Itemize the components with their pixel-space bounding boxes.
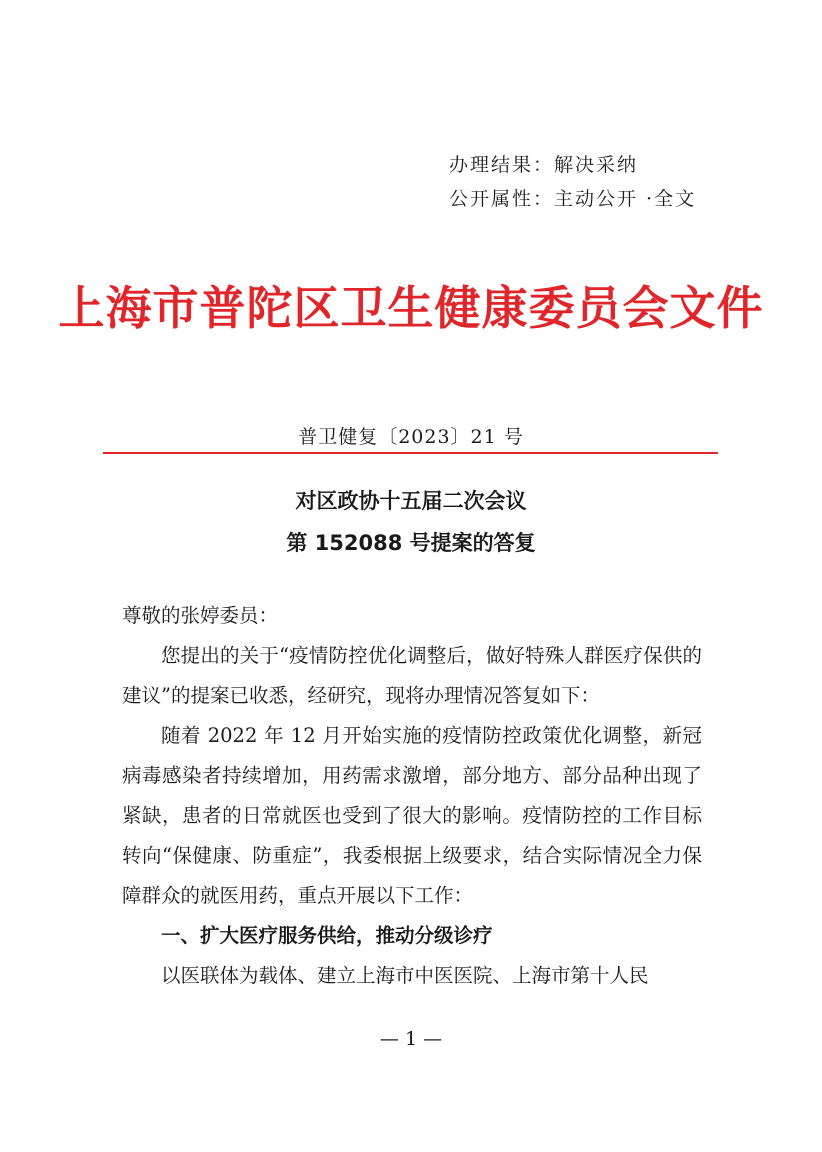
paragraph-1: 您提出的关于“疫情防控优化调整后，做好特殊人群医疗保供的建议”的提案已收悉，经研究，现将办理情况答复如下： — [122, 644, 702, 707]
page-number: — 1 — — [379, 1028, 443, 1050]
paragraph-3: 以医联体为载体、建立上海市中医医院、上海市第十人民 — [161, 964, 649, 987]
disclosure-attribute — [449, 184, 696, 211]
document-number: 普卫健复〔2023〕21 号 — [298, 426, 524, 448]
subject-line-1: 对区政协十五届二次会议 — [295, 489, 527, 513]
red-divider-line — [103, 452, 718, 454]
document-body — [122, 596, 702, 996]
handling-result-value: 解决采纳 — [554, 154, 639, 176]
salutation: 尊敬的张婷委员： — [122, 604, 279, 627]
handling-result — [449, 150, 638, 177]
subject-line-2: 第 152088 号提案的答复 — [286, 531, 536, 555]
paragraph-2: 随着 2022 年 12 月开始实施的疫情防控政策优化调整，新冠病毒感染者持续增加，用药需求激增，部分地方、部分品种出现了紧缺，患者的日常就医也受到了很大的影响。疫情防控的工作目标转向“保健康、防重症”，我委根据上级要求，结合实际情况全力保障群众的就医用药，重点开展以下工作： — [122, 724, 702, 907]
handling-result-label: 办理结果： — [449, 154, 555, 176]
issuing-organization-title: 上海市普陀区卫生健康委员会文件 — [58, 281, 764, 335]
disclosure-attribute-value: 主动公开 ·全文 — [554, 188, 697, 210]
section-heading-1: 一、扩大医疗服务供给，推动分级诊疗 — [161, 924, 493, 947]
disclosure-attribute-label: 公开属性： — [449, 188, 555, 210]
